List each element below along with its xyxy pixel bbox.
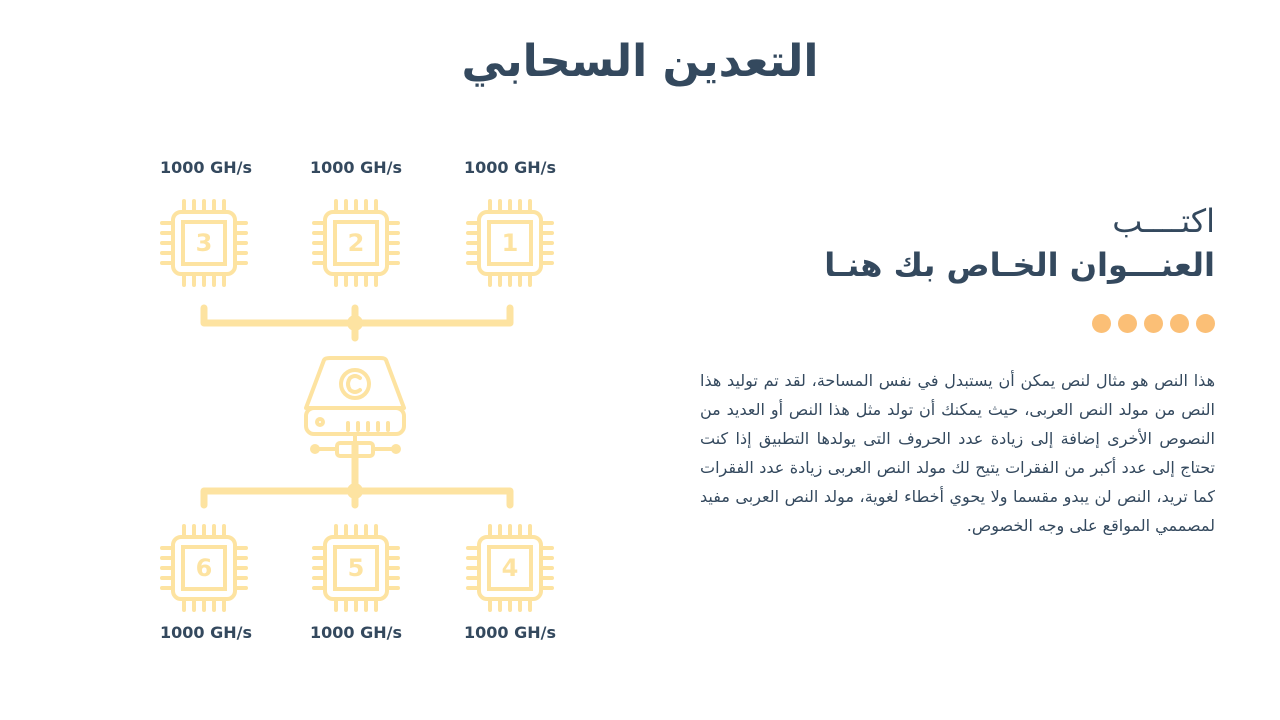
hashrate-label-1: 1000 GH/s [464, 158, 556, 177]
chip-number: 6 [195, 554, 213, 582]
accent-dot [1196, 314, 1215, 333]
accent-dot [1092, 314, 1111, 333]
mining-diagram [140, 150, 580, 660]
accent-dot [1144, 314, 1163, 333]
hashrate-label-6: 1000 GH/s [160, 623, 252, 642]
chip-number: 4 [501, 554, 519, 582]
hashrate-label-4: 1000 GH/s [464, 623, 556, 642]
chip-number: 2 [347, 229, 365, 257]
accent-dot [1118, 314, 1137, 333]
heading-line-1: اكتــــب [1112, 202, 1215, 240]
hashrate-label-3: 1000 GH/s [160, 158, 252, 177]
cpu-chip-icon [465, 523, 555, 613]
text-panel [700, 200, 1215, 556]
cpu-chip-icon [465, 198, 555, 288]
hashrate-label-2: 1000 GH/s [310, 158, 402, 177]
chip-number: 1 [501, 229, 519, 257]
body-paragraph: هذا النص هو مثال لنص يمكن أن يستبدل في نفس المساحة، لقد تم توليد هذا النص من مولد النص العربى، حيث يمكنك أن تولد مثل هذا النص أو العديد من النصوص الأخرى إضافة إلى زيادة عدد الحروف التى يولدها التطبيق إذا كنت تحتاج إلى عدد أكبر من الفقرات يتيح لك مولد النص العربى زيادة عدد الفقرات كما تريد، النص لن يبدو مقسما ولا يحوي أخطاء لغوية، مولد النص العربى مفيد لمصممي المواقع على وجه الخصوص. [700, 371, 1215, 535]
chip-number: 5 [347, 554, 365, 582]
page-title: التعدين السحابي [461, 36, 819, 87]
cpu-chip-icon [159, 523, 249, 613]
cpu-chip-icon [159, 198, 249, 288]
chip-number: 3 [195, 229, 213, 257]
accent-dots [700, 314, 1215, 334]
cpu-chip-icon [311, 523, 401, 613]
accent-dot [1170, 314, 1189, 333]
hashrate-label-5: 1000 GH/s [310, 623, 402, 642]
cpu-chip-icon [311, 198, 401, 288]
heading-line-2: العنـــوان الخـاص بك هنـا [824, 246, 1215, 284]
